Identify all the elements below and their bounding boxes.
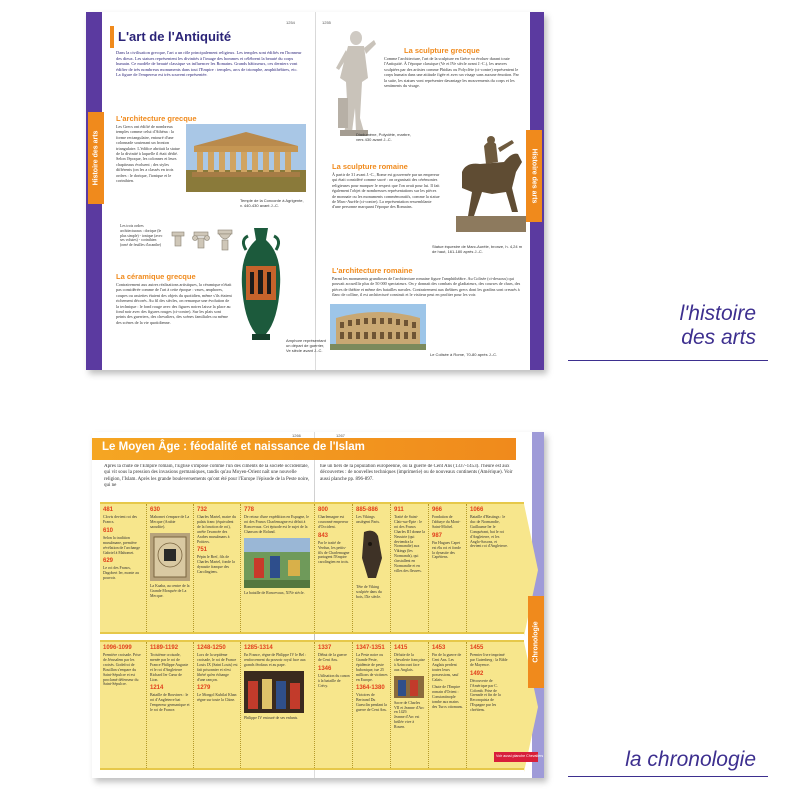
- cross-reference-text: Voir aussi planche Chevaliers: [496, 754, 544, 758]
- amphora-caption: Amphore représentant un départ de guerrier, Ve siècle avant J.-C.: [286, 338, 326, 353]
- event-text: Utilisation du canon à la bataille de Crécy.: [318, 673, 350, 688]
- capitals-caption: Les trois ordres architecturaux : dorique (le plus simple) - ionique (avec ses volutes) - corinthien (orné de feuilles d'acanthe): [120, 224, 163, 248]
- event-text: Premier livre imprimé par Gutenberg : la Bible de Mayence.: [470, 653, 508, 667]
- image-caption: Sacre de Charles VII et Jeanne d'Arc en 1429.: [394, 700, 425, 715]
- event-text: Charlemagne est couronné empereur d'Occident.: [318, 515, 349, 529]
- page-number: 1267: [336, 433, 345, 438]
- year-label: 1453: [432, 645, 446, 651]
- year-label: 800: [318, 507, 329, 513]
- event-text: Fondation de l'abbaye du Mont-Saint-Michel.: [432, 515, 461, 529]
- section-heading: L'architecture romaine: [332, 266, 413, 275]
- year-label: 1279: [197, 685, 211, 692]
- timeline-entry: [194, 504, 241, 632]
- event-text: Début de la guerre de Cent Ans.: [318, 653, 347, 662]
- year-label: 778: [244, 507, 255, 513]
- image-caption: Tête de Viking sculptée dans du bois, IXe siècle.: [356, 584, 382, 599]
- timeline-band: [100, 640, 524, 770]
- event-text: Fin de la guerre de Cent Ans. Les Anglais perdent toutes leurs possessions, sauf Calais.: [432, 653, 462, 682]
- event-text: Mahomet s'empare de La Mecque (Arabie saoudite).: [150, 515, 190, 529]
- label-line: l'histoire: [679, 302, 756, 325]
- event-text: Troisième croisade, menée par le roi de France Philippe Auguste et le roi d'Angleterre Richard Ier Cœur de Lion.: [150, 653, 189, 682]
- event-text: Jeanne d'Arc est brûlée vive à Rouen.: [394, 715, 420, 730]
- viking-head-carving: [356, 528, 386, 582]
- year-label: 630: [150, 507, 161, 513]
- page-number: 1255: [322, 20, 331, 25]
- histoire-des-arts-spread: [86, 12, 544, 370]
- year-label: 1189-1192: [150, 645, 179, 651]
- year-label: 1096-1099: [103, 645, 132, 651]
- year-label: 1346: [318, 665, 332, 672]
- section-heading: La sculpture grecque: [404, 46, 480, 55]
- event-text: Pépin le Bref, fils de Charles Martel, fonde la dynastie franque des Carolingiens.: [197, 555, 235, 575]
- greek-amphora-photo: [236, 224, 286, 344]
- label-underline: [568, 776, 768, 777]
- image-caption: Philippe IV entouré de ses enfants.: [244, 715, 299, 720]
- colosseum-caption: Le Colisée à Rome, 70-80 après J.-C.: [430, 352, 498, 357]
- page-number: 1266: [292, 433, 301, 438]
- timeline-entry: [467, 642, 511, 768]
- page-title: L'art de l'Antiquité: [110, 26, 280, 48]
- event-text: Bataille de Bouvines : le roi d'Angleterre bat l'empereur germanique et le roi de France.: [150, 693, 190, 713]
- year-label: 1415: [394, 645, 408, 651]
- section-heading: L'architecture grecque: [116, 114, 197, 123]
- event-text: Le roi des Francs, Dagobert Ier, monte au pouvoir.: [103, 566, 139, 581]
- year-label: 911: [394, 507, 404, 513]
- page-gutter: [315, 12, 316, 370]
- year-label: 610: [103, 527, 114, 534]
- section-text: Comme l'architecture, l'art de la sculpture en Grèce va évoluer durant toute l'Antiquité. À l'époque classique (Ve et IVe siècle avant J.-C.), les œuvres sculptées par des artistes comme Phidias ou Polyclète (ci-contre) représentent le corps humain dans une attitude figée et avec un visage sans aucune émotion. Par la suite, les statues vont représenter davantage les mouvements du corps et les sentiments du visage.: [384, 56, 519, 89]
- timeline-entry: [100, 642, 147, 768]
- event-text: Clovis devient roi des Francs.: [103, 515, 138, 524]
- chronologie-label: la chronologie: [625, 748, 756, 771]
- event-text: Charles Martel, maire du palais franc (équivalent de la fonction de roi), arrête l'avancée des Arabes musulmans à Poitiers.: [197, 515, 236, 544]
- timeline-entry: [100, 504, 147, 632]
- statue-caption: Diadumène, Polyclète, marbre, vers 430 avant J.-C.: [356, 132, 411, 142]
- year-label: 843: [318, 532, 329, 539]
- timeline-band: [100, 502, 524, 634]
- roncevaux-miniature: [244, 538, 310, 588]
- section-text: Les Grecs ont édifié de nombreux temples comme celui d'Athéna : la forme rectangulaire, entouré d'une colonnade soutenant un fronton triangulaire. L'édifice abritait la statue de la divinité à laquelle il était dédié. Selon l'époque, les colonnes et leurs chapiteaux évoluent ; des styles différents (on les a classés en trois ordres : le dorique, l'ionique et le corinthien.: [116, 124, 180, 184]
- event-text: La Peste noire ou Grande Peste, épidémie de peste bubonique, tue 25 millions de victimes en Europe.: [356, 653, 388, 682]
- timeline-entry: [429, 504, 467, 632]
- event-text: Découverte de l'Amérique par C. Colomb. Prise de Grenade et fin de la Reconquista de l'Espagne par les chrétiens.: [470, 678, 501, 713]
- philippe-iv-miniature: [244, 671, 304, 713]
- event-text: Victoires de Bertrand Du Guesclin pendant la guerre de Cent Ans.: [356, 693, 387, 713]
- image-caption: La bataille de Roncevaux, XIVe siècle.: [244, 590, 305, 595]
- intro-paragraph: Dans la civilisation grecque, l'art a un rôle principalement religieux. Les temples sont édifiés en l'honneur des dieux. Les statues représentent les divinités à l'image des hommes et célèbrent la beauté du corps humain. Ce modèle de beauté classique va influencer les Romains. Grands bâtisseurs, ces derniers vont édifier de très nombreux monuments dans tout l'Empire : temples, arcs de triomphe, amphithéâtres, etc. La figure de l'empereur est très souvent représentée.: [116, 50, 302, 78]
- year-label: 1337: [318, 645, 332, 651]
- year-label: 987: [432, 532, 443, 539]
- section-heading: La céramique grecque: [116, 272, 196, 281]
- intro-paragraph: Après la chute de l'Empire romain, l'Église s'impose comme l'un des ciments de la société occidentale, qui vit sous la pression des invasions germaniques, tandis qu'au Moyen-Orient naît une nouvelle religion, l'Islam. Après les grande bouleversements qu'ont été pour l'Europe l'épisode de la Peste noire, qui ne: [104, 464, 310, 489]
- event-text: Chute de l'Empire romain d'Orient : Constantinople tombe aux mains des Turcs ottomans.: [432, 685, 464, 710]
- page-number: 1254: [286, 20, 295, 25]
- timeline-entry: [241, 642, 315, 768]
- section-tab-left: [88, 112, 104, 204]
- equestrian-statue-photo: [446, 132, 536, 240]
- year-label: 629: [103, 558, 114, 565]
- timeline-entry: [391, 642, 429, 768]
- year-label: 1285-1314: [244, 645, 273, 651]
- year-label: 885-886: [356, 507, 379, 513]
- timeline-entry: [429, 642, 467, 768]
- event-text: Première croisade. Prise de Jérusalem par les croisés. Godefroi de Bouillon s'empare du Saint-Sépulcre et est proclamé défenseur du Saint-Sépulcre.: [103, 653, 141, 687]
- event-text: Lors de la septième croisade, le roi de France Louis IX (Saint Louis) est fait prisonnier et n'est libéré qu'en échange d'une rançon.: [197, 653, 238, 682]
- chronologie-spread: [92, 432, 544, 778]
- section-text: À partir de 31 avant J.-C., Rome est gouvernée par un empereur qui était considéré comme sacré : on organisait des cérémonies religieuses pour marquer le respect que l'on avait pour lui. Il fait également l'objet de nombreuses représentations sur les pièces de monnaie ou les monuments commémoratifs, comme la statue de Marc-Aurèle (ci-contre). La représentation ressemblante d'une personne marquant l'époque des Romains.: [332, 172, 440, 210]
- year-label: 1347-1351: [356, 645, 385, 651]
- year-label: 966: [432, 507, 443, 513]
- timeline-entry: [315, 642, 353, 768]
- event-text: De retour d'une expédition en Espagne, le roi des Francs Charlemagne est défait à Roncevaux. Cet épisode est le sujet de la Chanson de Roland.: [244, 515, 309, 534]
- histoire-des-arts-label: [680, 302, 756, 350]
- timeline-entry: [194, 642, 241, 768]
- year-label: 1214: [150, 685, 164, 692]
- year-label: 1455: [470, 645, 484, 651]
- section-tab: [528, 596, 544, 688]
- event-text: Les Vikings assiègent Paris.: [356, 515, 380, 524]
- year-label: 1066: [470, 507, 484, 513]
- event-text: Défaite de la chevalerie française à Azincourt face aux Anglais.: [394, 653, 425, 672]
- event-text: Fin Hugues Capet est élu roi et fonde la dynastie des Capétiens.: [432, 540, 461, 560]
- cross-reference-tag: [494, 752, 544, 762]
- chapter-header: [92, 438, 516, 460]
- year-label: 1248-1250: [197, 645, 226, 651]
- year-label: 732: [197, 507, 208, 513]
- event-text: Selon la tradition musulmane, première révélation de l'archange Gabriel à Mahomet.: [103, 535, 140, 555]
- timeline-entry: [147, 504, 194, 632]
- year-label: 751: [197, 547, 208, 554]
- timeline-entry: [353, 642, 391, 768]
- event-text: Par le traité de Verdun, les petits-fils de Charlemagne partagent l'Empire carolingien en trois.: [318, 540, 350, 565]
- timeline-entry: [467, 504, 511, 632]
- label-underline: [568, 360, 768, 361]
- year-label: 1364-1380: [356, 685, 385, 692]
- kaaba-illustration: [150, 533, 190, 581]
- intro-paragraph: tue un tiers de la population européenne, ou la guerre de Cent Ans (1337-1453). l'heure est aux découvertes : de nouvelles techniques (imprimerie) ou de nouveaux continents (Amérique). Voir aussi planche pp. 896-897.: [320, 464, 513, 482]
- jeanne-d-arc-miniature: [394, 676, 424, 698]
- timeline-entry: [353, 504, 391, 632]
- timeline-entry: [147, 642, 194, 768]
- year-label: 481: [103, 507, 114, 513]
- event-text: Traité de Saint-Clair-sur-Epte : le roi des Francs Charles III donne la Neustrie (qui deviendra la Normandie) aux Vikings (les Normands), qui s'installent en Normandie et en villes des fleuves.: [394, 515, 426, 573]
- colosseum-photo: [330, 304, 426, 350]
- year-label: 1492: [470, 670, 484, 677]
- section-tab-label: Histoire des arts: [530, 148, 538, 204]
- image-caption: La Kaaba, au centre de la Grande Mosquée de La Mecque.: [150, 583, 190, 598]
- section-text: Parmi les monuments grandioses de l'architecture romaine figure l'amphithéâtre. Au Colisée (ci-dessous) qui pouvait accueillir plus de 50 000 spectateurs. On y donnait des combats de gladiateurs, des courses de chars, des pièces de théâtre et même des batailles navales. Contrairement aux théâtres grecs dont les gradins sont creusés à flanc de colline, il est architecturé construit et le visiteur peut en profiter pour les voir.: [332, 276, 521, 298]
- section-text: Contrairement aux autres réalisations artistiques, la céramique n'était pas considérée comme de l'art à cette époque : vases, amphores, coupes ou assiettes étaient des objets du quotidien, même s'ils étaient richement décorés. Au fil des siècles, on remarque une évolution de la technique : le fond rouge avec des figures noires laisse la place au fond noir avec des figures rouges (ci-contre). Sur les plats sont peints des guerriers, des chevaliers, des scènes familiales ou même des scènes de la vie quotidienne.: [116, 282, 232, 325]
- timeline-entry: [315, 504, 353, 632]
- greek-temple-photo: [186, 124, 306, 192]
- timeline-entry: [241, 504, 315, 632]
- timeline-entry: [391, 504, 429, 632]
- section-heading: La sculpture romaine: [332, 162, 408, 171]
- event-text: En France, règne de Philippe IV le Bel : renforcement du pouvoir royal face aux grands féodaux et au pape.: [244, 653, 307, 667]
- label-line: des arts: [681, 326, 756, 349]
- event-text: Bataille d'Hastings : le duc de Normandie, Guillaume Ier le Conquérant, bat le roi d'Angleterre, et les Anglo-Saxons, et devient roi d'Angleterre.: [470, 515, 508, 549]
- column-capitals-illustration: [166, 226, 236, 262]
- event-text: Le Mongol Kubilaï Khan règne sur toute la Chine.: [197, 693, 237, 703]
- section-tab-label: Histoire des arts: [92, 130, 100, 186]
- temple-caption: Temple de la Concorde à Agrigente, v. 440-430 avant J.-C.: [240, 198, 304, 208]
- equestrian-caption: Statue équestre de Marc-Aurèle, bronze, h. 4,24 m de haut, 161-180 après J.-C.: [432, 244, 523, 254]
- section-tab-label: Chronologie: [532, 621, 540, 663]
- greek-statue-photo: [330, 28, 380, 138]
- page-title: Le Moyen Âge : féodalité et naissance de l'Islam: [102, 441, 365, 453]
